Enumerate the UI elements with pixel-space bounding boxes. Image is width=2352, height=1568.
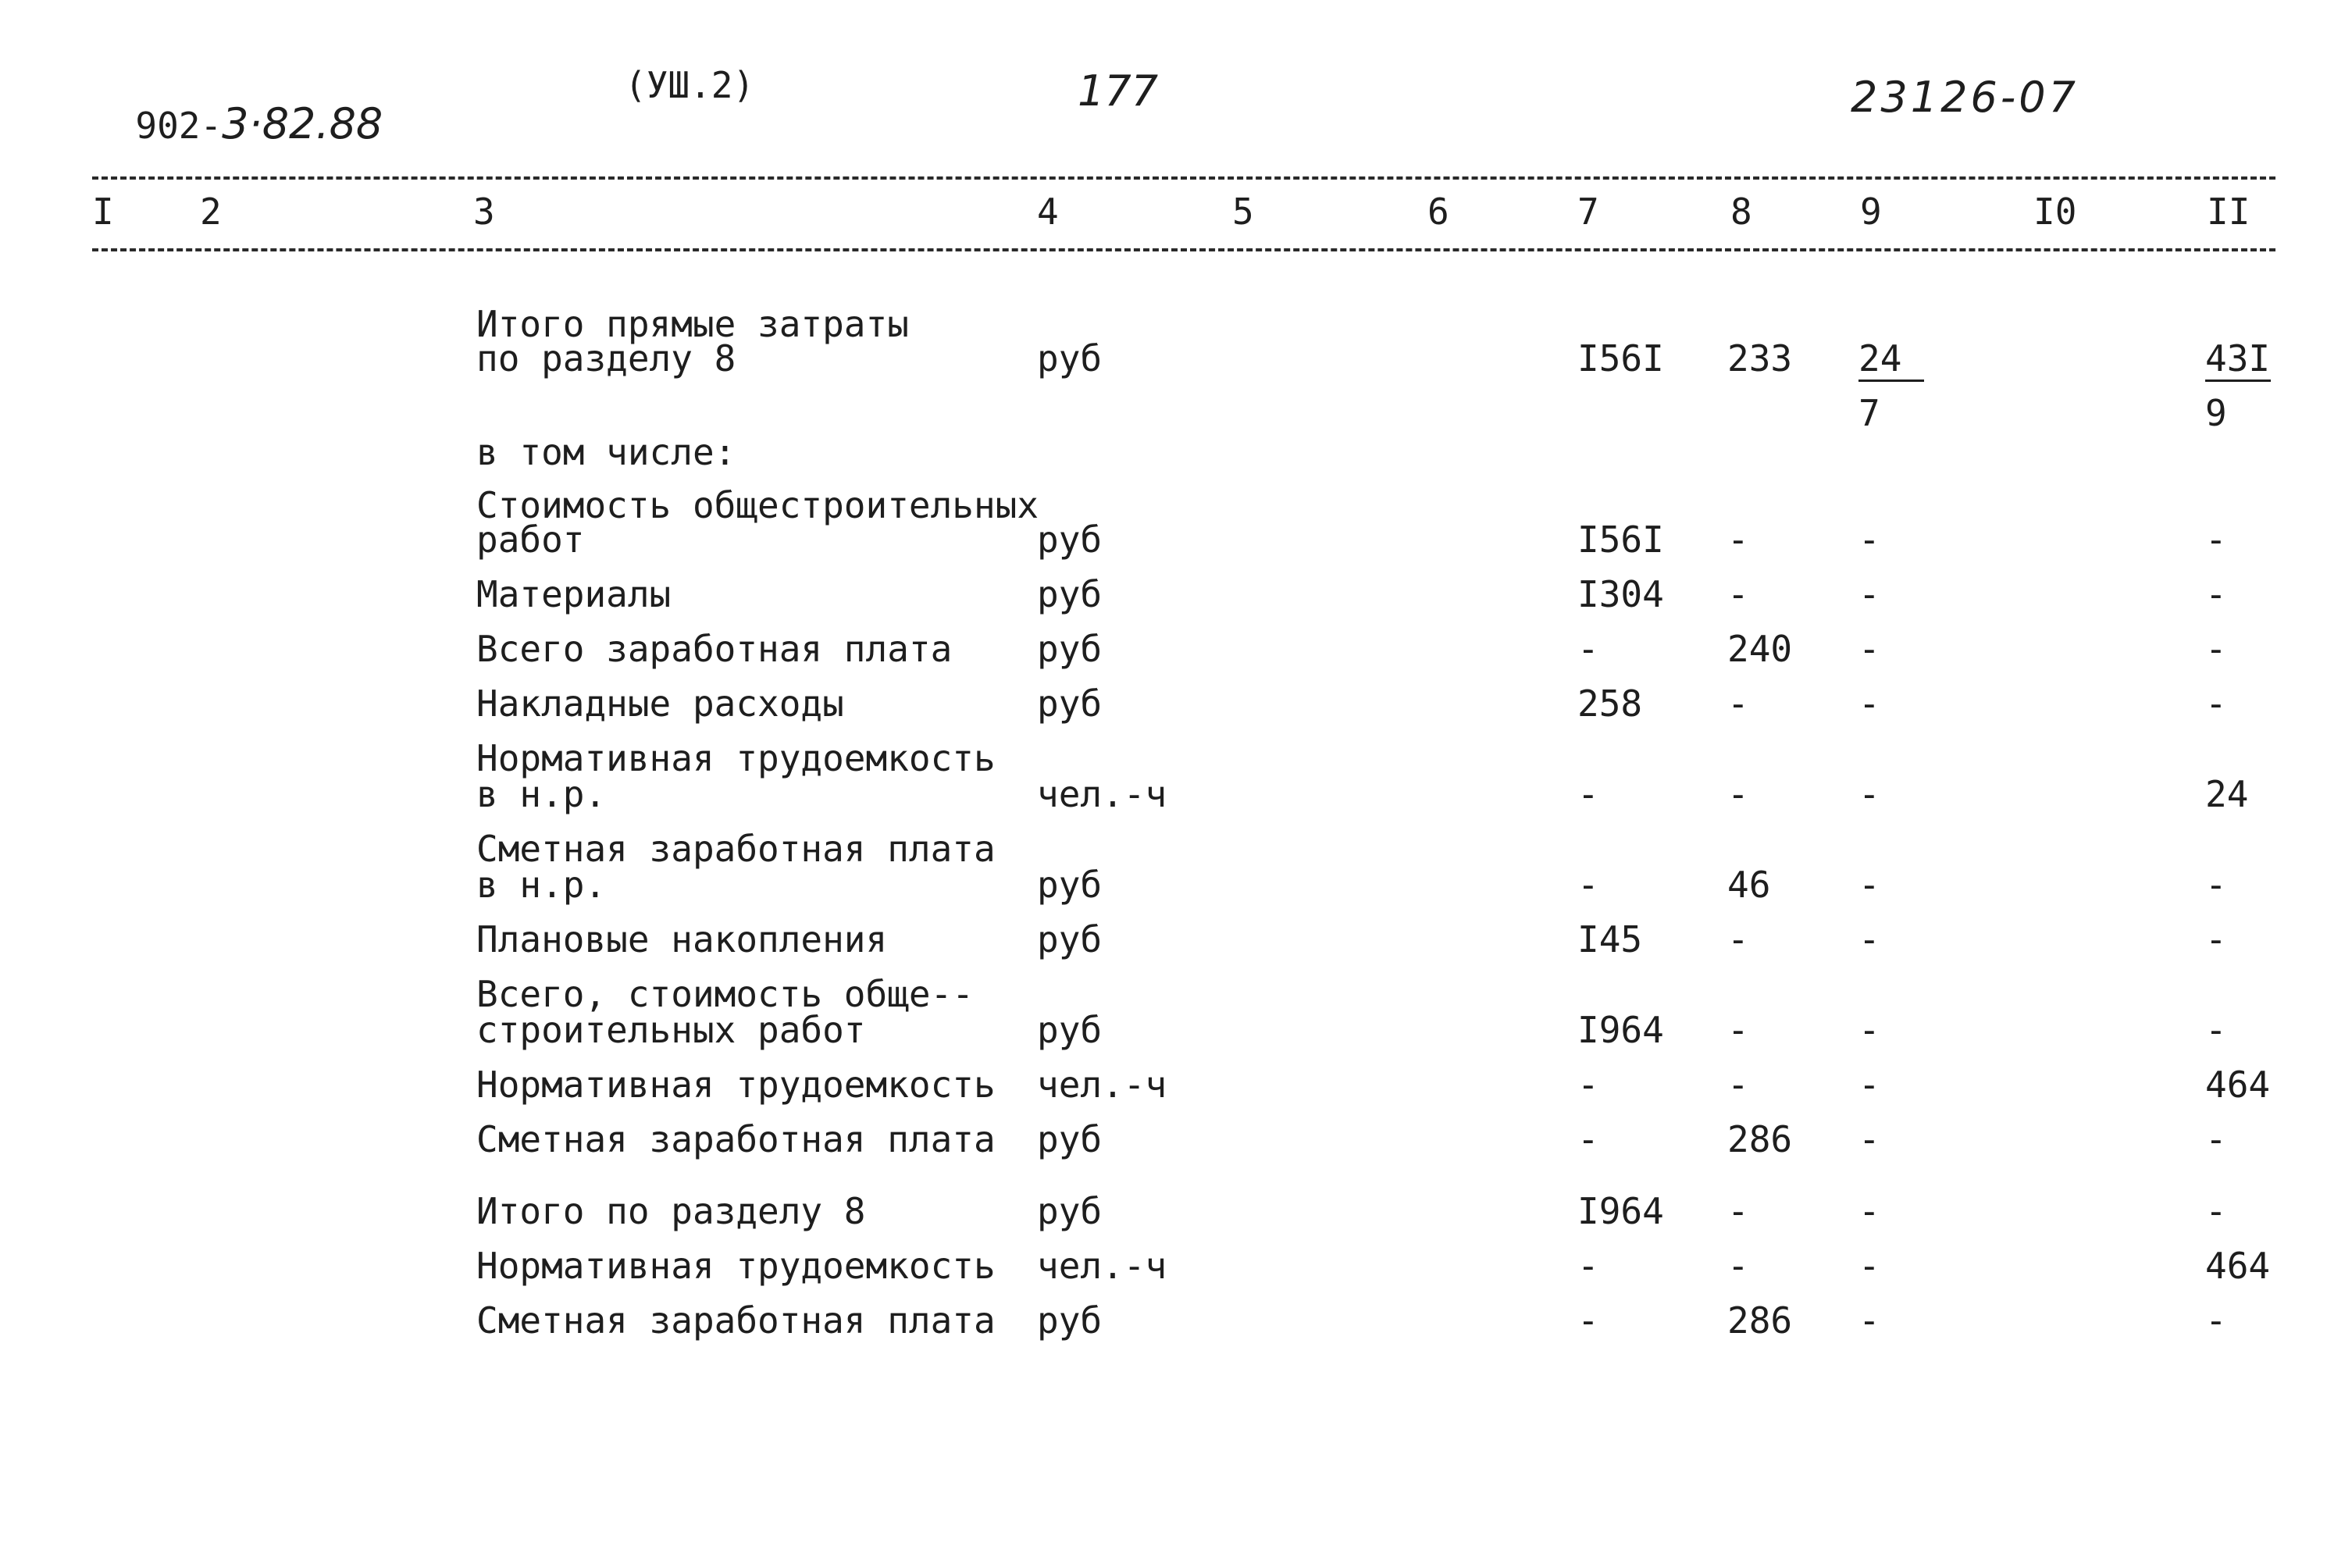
- col8-value: -: [1727, 1245, 1749, 1287]
- col7-value: I964: [1577, 1190, 1664, 1232]
- section-ref: (УШ.2): [625, 64, 755, 106]
- column-number: I: [92, 191, 114, 233]
- col9-value: 24: [1858, 340, 1924, 382]
- col11-value: -: [2205, 1009, 2227, 1051]
- col11-value: 464: [2205, 1245, 2271, 1287]
- col7-value: -: [1577, 773, 1599, 815]
- item-name: Стоимость общестроительных: [476, 484, 1039, 526]
- col7-value: -: [1577, 1245, 1599, 1287]
- item-name: Нормативная трудоемкость: [476, 1245, 996, 1287]
- item-unit: руб: [1037, 628, 1103, 670]
- item-name: работ: [476, 519, 585, 561]
- col11-value: -: [2205, 682, 2227, 725]
- col8-value: 286: [1727, 1118, 1793, 1160]
- col7-value: I56I: [1577, 519, 1664, 561]
- col9-value: -: [1858, 918, 1880, 960]
- col9-value: -: [1858, 1064, 1880, 1106]
- item-unit: руб: [1037, 918, 1103, 960]
- col11-value: -: [2205, 1299, 2227, 1342]
- col11-value: -: [2205, 573, 2227, 615]
- col11-value: -: [2205, 519, 2227, 561]
- item-name: Плановые накопления: [476, 918, 888, 960]
- col9-value: -: [1858, 864, 1880, 906]
- col11-value: -: [2205, 1190, 2227, 1232]
- col8-value: 240: [1727, 628, 1793, 670]
- item-name: по разделу 8: [476, 337, 736, 380]
- col11-value: -: [2205, 918, 2227, 960]
- col7-value: 258: [1577, 682, 1643, 725]
- item-name: в том числе:: [476, 431, 736, 473]
- item-unit: руб: [1037, 682, 1103, 725]
- doc-code-print: 902-: [135, 105, 223, 147]
- column-number: 8: [1730, 191, 1752, 233]
- header-rule-bottom: [92, 248, 2275, 251]
- col9-value: -: [1858, 1245, 1880, 1287]
- item-unit: руб: [1037, 337, 1103, 380]
- col8-value: -: [1727, 519, 1749, 561]
- item-unit: руб: [1037, 573, 1103, 615]
- col7-value: I56I: [1577, 337, 1664, 380]
- col7-value: -: [1577, 1064, 1599, 1106]
- item-name: Сметная заработная плата: [476, 1118, 996, 1160]
- col7-value: I45: [1577, 918, 1643, 960]
- item-name: Итого по разделу 8: [476, 1190, 866, 1232]
- col9-value: -: [1858, 628, 1880, 670]
- col7-value: I964: [1577, 1009, 1664, 1051]
- item-name: Сметная заработная плата: [476, 1299, 996, 1342]
- col8-value: -: [1727, 573, 1749, 615]
- doc-code-hand: 3·82.88: [222, 99, 383, 148]
- item-unit: руб: [1037, 1009, 1103, 1051]
- column-number: 2: [200, 191, 222, 233]
- col8-value: -: [1727, 1009, 1749, 1051]
- col8-value: -: [1727, 918, 1749, 960]
- item-name: Всего заработная плата: [476, 628, 953, 670]
- item-unit: руб: [1037, 1299, 1103, 1342]
- column-number: 4: [1037, 191, 1059, 233]
- item-unit: чел.-ч: [1037, 773, 1167, 815]
- item-unit: руб: [1037, 1190, 1103, 1232]
- col9-value: -: [1858, 1118, 1880, 1160]
- col7-value: -: [1577, 1118, 1599, 1160]
- col7-value: -: [1577, 864, 1599, 906]
- item-name: Накладные расходы: [476, 682, 844, 725]
- header-rule-top: [92, 176, 2275, 180]
- column-number: I0: [2033, 191, 2077, 233]
- col11-value: 43I: [2205, 340, 2271, 382]
- col11-value: -: [2205, 628, 2227, 670]
- col11-value: -: [2205, 1118, 2227, 1160]
- col9-value: -: [1858, 682, 1880, 725]
- page-number: 177: [1078, 66, 1159, 116]
- item-name: строительных работ: [476, 1009, 866, 1051]
- column-number: 7: [1577, 191, 1599, 233]
- item-name: в н.р.: [476, 864, 607, 906]
- col9-value: -: [1858, 1009, 1880, 1051]
- item-name: Нормативная трудоемкость: [476, 737, 996, 779]
- col9-subvalue: 7: [1858, 392, 1880, 434]
- item-unit: руб: [1037, 1118, 1103, 1160]
- column-number: 5: [1232, 191, 1254, 233]
- col8-value: 46: [1727, 864, 1771, 906]
- archive-number: 23126-07: [1851, 73, 2079, 122]
- col7-value: -: [1577, 1299, 1599, 1342]
- column-number: 9: [1860, 191, 1882, 233]
- col11-value: 24: [2205, 773, 2249, 815]
- col7-value: I304: [1577, 573, 1664, 615]
- item-unit: чел.-ч: [1037, 1245, 1167, 1287]
- item-unit: руб: [1037, 864, 1103, 906]
- col9-value: -: [1858, 519, 1880, 561]
- doc-code: [92, 67, 383, 148]
- item-name: Итого прямые затраты: [476, 303, 909, 345]
- col11-subvalue: 9: [2205, 392, 2227, 434]
- column-number: 6: [1427, 191, 1449, 233]
- col8-value: -: [1727, 773, 1749, 815]
- col9-value: -: [1858, 1299, 1880, 1342]
- col11-value: -: [2205, 864, 2227, 906]
- item-name: Сметная заработная плата: [476, 828, 996, 870]
- col9-value: -: [1858, 773, 1880, 815]
- item-name: Всего, стоимость обще--: [476, 973, 974, 1015]
- col8-value: -: [1727, 1190, 1749, 1232]
- col7-value: -: [1577, 628, 1599, 670]
- col8-value: -: [1727, 1064, 1749, 1106]
- item-unit: чел.-ч: [1037, 1064, 1167, 1106]
- col8-value: 286: [1727, 1299, 1793, 1342]
- col8-value: -: [1727, 682, 1749, 725]
- col8-value: 233: [1727, 337, 1793, 380]
- item-name: Нормативная трудоемкость: [476, 1064, 996, 1106]
- col9-value: -: [1858, 1190, 1880, 1232]
- item-unit: руб: [1037, 519, 1103, 561]
- item-name: Материалы: [476, 573, 672, 615]
- col9-value: -: [1858, 573, 1880, 615]
- item-name: в н.р.: [476, 773, 607, 815]
- column-number: II: [2207, 191, 2250, 233]
- column-number: 3: [473, 191, 495, 233]
- col11-value: 464: [2205, 1064, 2271, 1106]
